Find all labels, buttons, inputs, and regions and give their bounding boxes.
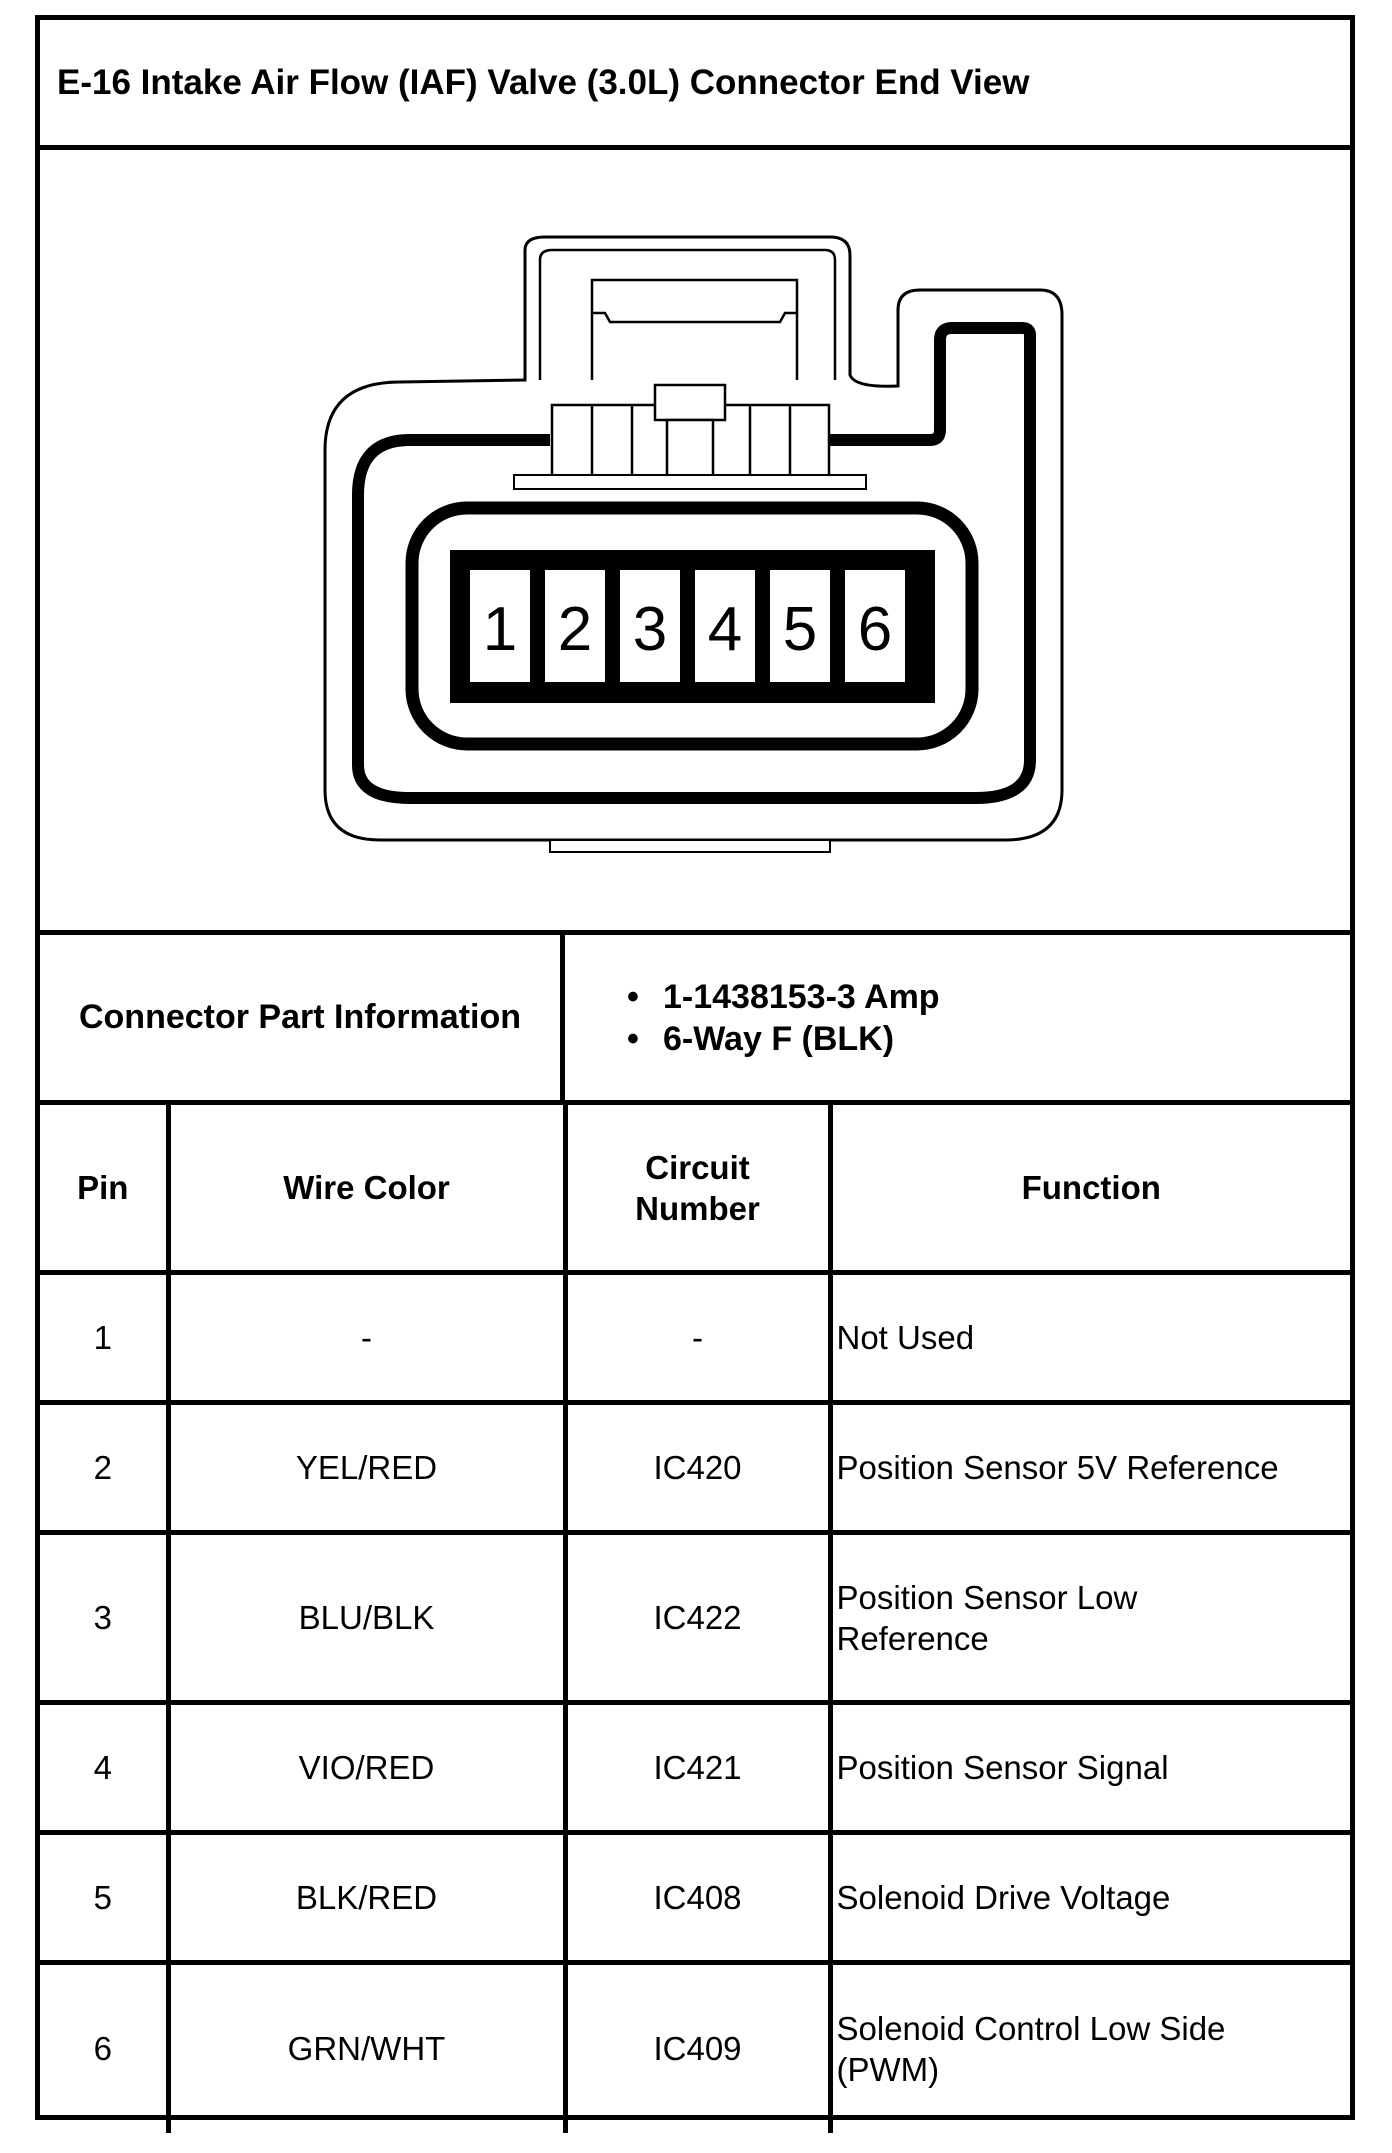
function-line2: (PWM) xyxy=(836,2050,940,2088)
header-circuit-line1: Circuit xyxy=(645,1148,750,1186)
cell-circuit: IC409 xyxy=(565,1963,830,2133)
cell-circuit: - xyxy=(565,1273,830,1403)
cell-function xyxy=(830,1963,1350,2133)
cell-circuit: IC422 xyxy=(565,1533,830,1703)
header-function: Function xyxy=(830,1105,1350,1273)
part-info-item xyxy=(627,1018,1350,1060)
cell-pin: 3 xyxy=(40,1533,168,1703)
cell-wire-color: BLK/RED xyxy=(168,1833,565,1963)
header-circuit-number xyxy=(565,1105,830,1273)
cell-function xyxy=(830,1533,1350,1703)
table-row xyxy=(40,1833,1350,1963)
bullet: • xyxy=(627,1019,639,1058)
cell-function: Solenoid Drive Voltage xyxy=(830,1833,1350,1963)
pin-label-6: 6 xyxy=(857,595,893,664)
part-info-item xyxy=(627,976,1350,1018)
cell-wire-color: GRN/WHT xyxy=(168,1963,565,2133)
pin-label-3: 3 xyxy=(632,595,668,664)
header-circuit-line2: Number xyxy=(635,1189,760,1227)
connector-drawing xyxy=(40,150,1350,930)
cell-pin: 6 xyxy=(40,1963,168,2133)
table-row xyxy=(40,1273,1350,1403)
table-row xyxy=(40,1963,1350,2133)
cell-function: Not Used xyxy=(830,1273,1350,1403)
connector-sheet xyxy=(35,15,1355,2120)
cell-wire-color: - xyxy=(168,1273,565,1403)
table-row xyxy=(40,1703,1350,1833)
connector-part-info xyxy=(40,935,1350,1105)
cell-pin: 4 xyxy=(40,1703,168,1833)
cell-wire-color: YEL/RED xyxy=(168,1403,565,1533)
header-wire-color: Wire Color xyxy=(168,1105,565,1273)
cell-wire-color: BLU/BLK xyxy=(168,1533,565,1703)
part-info-list xyxy=(565,935,1350,1100)
part-info-label: Connector Part Information xyxy=(40,935,565,1100)
connector-end-view-diagram xyxy=(40,150,1350,935)
function-line1: Solenoid Control Low Side xyxy=(836,2009,1226,2047)
table-row xyxy=(40,1533,1350,1703)
connector-type: 6-Way F (BLK) xyxy=(663,1019,895,1058)
cell-pin: 2 xyxy=(40,1403,168,1533)
pin-label-1: 1 xyxy=(482,595,518,664)
cell-pin: 5 xyxy=(40,1833,168,1963)
bullet: • xyxy=(627,977,639,1016)
table-row xyxy=(40,1403,1350,1533)
pin-table xyxy=(40,1105,1350,2133)
pin-label-4: 4 xyxy=(707,595,743,664)
cell-function: Position Sensor 5V Reference xyxy=(830,1403,1350,1533)
cell-circuit: IC408 xyxy=(565,1833,830,1963)
cell-wire-color: VIO/RED xyxy=(168,1703,565,1833)
cell-function: Position Sensor Signal xyxy=(830,1703,1350,1833)
page-title: E-16 Intake Air Flow (IAF) Valve (3.0L) Connector End View xyxy=(40,20,1350,150)
pin-label-5: 5 xyxy=(782,595,818,664)
cell-circuit: IC421 xyxy=(565,1703,830,1833)
function-line1: Position Sensor Low xyxy=(836,1578,1138,1616)
pin-label-2: 2 xyxy=(557,595,593,664)
table-header-row xyxy=(40,1105,1350,1273)
cell-circuit: IC420 xyxy=(565,1403,830,1533)
part-number: 1-1438153-3 Amp xyxy=(663,977,940,1016)
cell-pin: 1 xyxy=(40,1273,168,1403)
header-pin: Pin xyxy=(40,1105,168,1273)
connector-bottom-tab xyxy=(550,840,830,852)
function-line2: Reference xyxy=(836,1619,989,1657)
